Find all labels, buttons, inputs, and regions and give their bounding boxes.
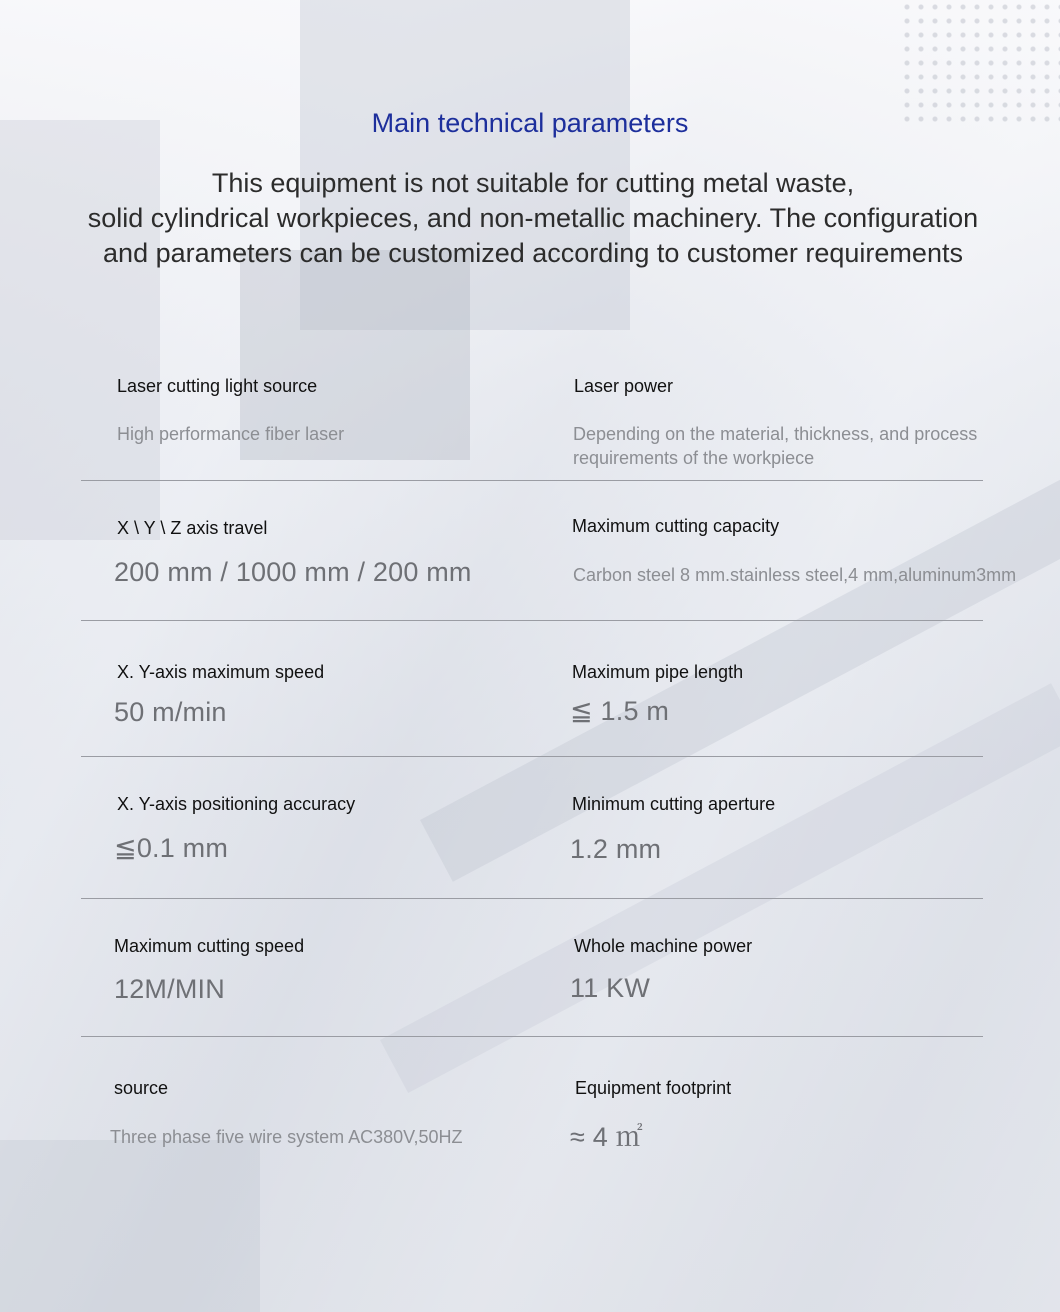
intro-text bbox=[0, 166, 1060, 271]
section-heading: Main technical parameters bbox=[371, 108, 689, 138]
param-value: Carbon steel 8 mm.stainless steel,4 mm,aluminum3mm bbox=[573, 565, 1017, 585]
param-label: source bbox=[114, 1078, 169, 1098]
param-value: 12M/MIN bbox=[114, 974, 225, 1004]
param-label: Laser power bbox=[574, 376, 674, 396]
param-value: 11 KW bbox=[570, 973, 651, 1003]
param-value: Depending on the material, thickness, and process requirements of the workpiece bbox=[573, 424, 978, 468]
param-label: X. Y-axis maximum speed bbox=[117, 662, 325, 682]
param-label: Equipment footprint bbox=[575, 1078, 732, 1098]
param-label: X \ Y \ Z axis travel bbox=[117, 518, 268, 538]
param-label: Maximum pipe length bbox=[572, 662, 744, 682]
param-label: Maximum cutting capacity bbox=[572, 516, 780, 536]
param-value: ≈ 4 ㎡ bbox=[570, 1122, 643, 1152]
param-value: ≦ 1.5 m bbox=[570, 696, 670, 726]
intro-line: and parameters can be customized according to customer requirements bbox=[103, 238, 963, 268]
param-label: Minimum cutting aperture bbox=[572, 794, 776, 814]
row-divider bbox=[81, 1036, 983, 1037]
param-value: ≦0.1 mm bbox=[114, 833, 229, 863]
param-value: High performance fiber laser bbox=[117, 424, 345, 444]
param-value: 200 mm / 1000 mm / 200 mm bbox=[114, 557, 472, 587]
param-label: Maximum cutting speed bbox=[114, 936, 305, 956]
param-value: 50 m/min bbox=[114, 697, 227, 727]
param-value: 1.2 mm bbox=[570, 834, 662, 864]
param-label: X. Y-axis positioning accuracy bbox=[117, 794, 356, 814]
row-divider bbox=[81, 480, 983, 481]
param-label: Laser cutting light source bbox=[117, 376, 318, 396]
param-label: Whole machine power bbox=[574, 936, 753, 956]
row-divider bbox=[81, 898, 983, 899]
intro-line: solid cylindrical workpieces, and non-metallic machinery. The configuration bbox=[87, 203, 979, 233]
row-divider bbox=[81, 756, 983, 757]
intro-line: This equipment is not suitable for cutting metal waste, bbox=[211, 168, 855, 198]
param-value: Three phase five wire system AC380V,50HZ bbox=[110, 1127, 463, 1147]
row-divider bbox=[81, 620, 983, 621]
